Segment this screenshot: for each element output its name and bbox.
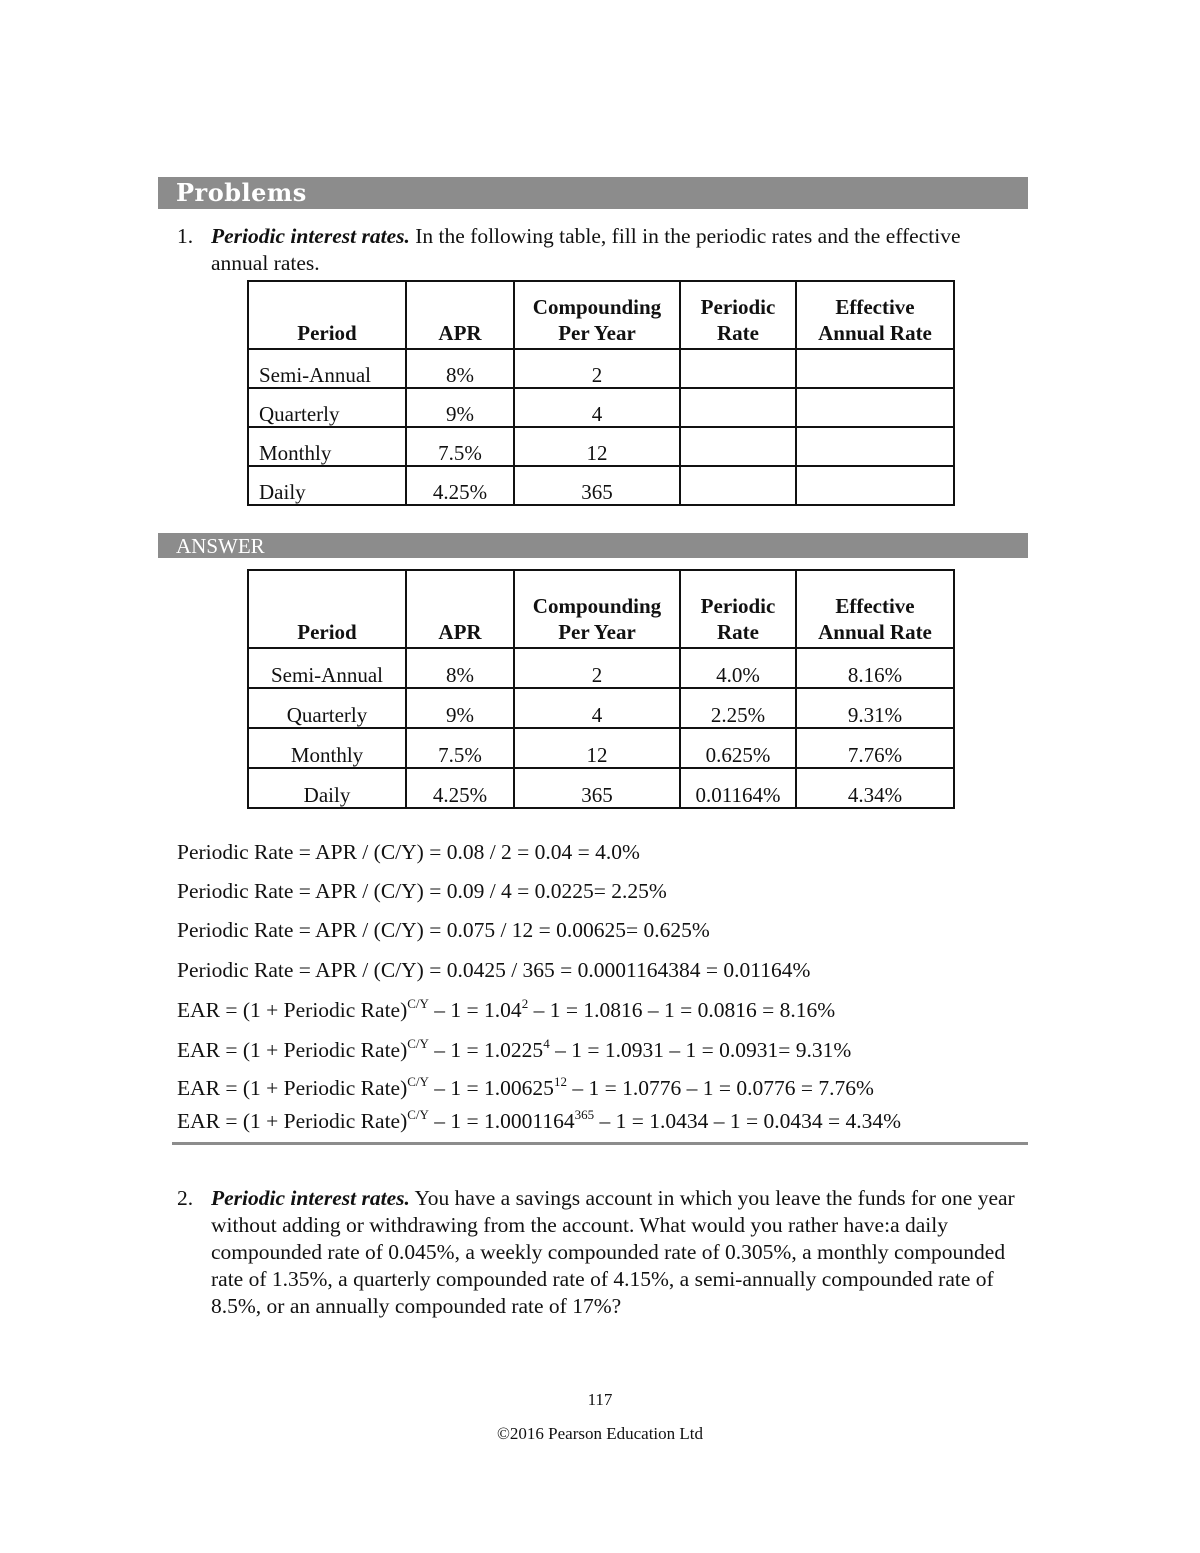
ear-formula-line: EAR = (1 + Periodic Rate)$^{C/Y}$ – $1 = 1.0001164^{365} - 1 = 1.0434 - 1 = 0.0434 = 4.34\%$: [177, 1107, 902, 1133]
cell-period: Daily: [248, 768, 406, 808]
table-header-row: [248, 570, 954, 648]
copyright-notice: ©2016 Pearson Education Ltd: [496, 1424, 704, 1443]
problems-section-bar: [158, 177, 1028, 209]
header-periodic-rate: Periodic Rate: [680, 570, 796, 648]
ear-formula-line: EAR = (1 + Periodic Rate)$^{C/Y}$ – $1 = 1.04^2 - 1 = 1.0816 - 1 = 0.0816 = 8.16\%$: [177, 996, 836, 1022]
cell-period: Semi-Annual: [248, 648, 406, 688]
section-divider: [172, 1142, 1028, 1145]
problem-1: [177, 223, 1001, 277]
cell-periodic-rate: 2.25%: [680, 688, 796, 728]
problem-2: [177, 1185, 1031, 1320]
problem-2-title: Periodic interest rates.: [211, 1186, 410, 1210]
cell-compounding: 365: [514, 768, 680, 808]
cell-compounding: 2: [514, 648, 680, 688]
cell-apr: 7.5%: [406, 427, 514, 466]
ear-formula-line: EAR = (1 + Periodic Rate)$^{C/Y}$ – $1 = 1.0225^4 - 1 = 1.0931 - 1 = 0.0931= 9.31\%$: [177, 1036, 852, 1062]
cell-periodic-rate: [680, 349, 796, 388]
cell-compounding: 365: [514, 466, 680, 505]
table-row: [248, 768, 954, 808]
cell-effective-rate: 9.31%: [796, 688, 954, 728]
header-period: Period: [248, 281, 406, 349]
question-table: [247, 280, 955, 506]
answer-heading: ANSWER: [176, 534, 265, 558]
cell-apr: 4.25%: [406, 768, 514, 808]
header-effective-rate: Effective Annual Rate: [796, 281, 954, 349]
cell-effective-rate: [796, 349, 954, 388]
cell-periodic-rate: [680, 427, 796, 466]
header-periodic-rate: Periodic Rate: [680, 281, 796, 349]
page-number: 117: [587, 1390, 613, 1409]
header-effective-rate: Effective Annual Rate: [796, 570, 954, 648]
problem-1-text: In the following table, fill in the periodic rates and the effective annual rates.: [211, 224, 961, 275]
cell-compounding: 12: [514, 427, 680, 466]
cell-effective-rate: [796, 388, 954, 427]
table-row: [248, 349, 954, 388]
section-heading: Problems: [176, 178, 307, 207]
cell-effective-rate: 7.76%: [796, 728, 954, 768]
cell-periodic-rate: 4.0%: [680, 648, 796, 688]
problem-1-title: Periodic interest rates.: [211, 224, 410, 248]
table-row: [248, 466, 954, 505]
cell-period: Quarterly: [248, 688, 406, 728]
table-row: [248, 648, 954, 688]
table-header-row: [248, 281, 954, 349]
table-row: [248, 688, 954, 728]
cell-period: Daily: [248, 466, 406, 505]
answer-section-bar: [158, 533, 1028, 558]
cell-apr: 7.5%: [406, 728, 514, 768]
cell-effective-rate: 4.34%: [796, 768, 954, 808]
cell-compounding: 2: [514, 349, 680, 388]
periodic-formula-line: Periodic Rate = APR / (C/Y) = 0.09 / 4 = 0.0225= 2.25%: [177, 879, 667, 903]
periodic-formula-line: Periodic Rate = APR / (C/Y) = 0.075 / 12 = 0.00625= 0.625%: [177, 918, 710, 942]
cell-compounding: 12: [514, 728, 680, 768]
answer-table: [247, 569, 955, 809]
table-row: [248, 388, 954, 427]
cell-apr: 9%: [406, 388, 514, 427]
cell-period: Quarterly: [248, 388, 406, 427]
cell-apr: 9%: [406, 688, 514, 728]
cell-periodic-rate: 0.625%: [680, 728, 796, 768]
cell-effective-rate: [796, 427, 954, 466]
cell-periodic-rate: [680, 388, 796, 427]
cell-effective-rate: [796, 466, 954, 505]
problem-1-number: 1.: [177, 224, 194, 248]
cell-apr: 8%: [406, 648, 514, 688]
cell-periodic-rate: 0.01164%: [680, 768, 796, 808]
table-row: [248, 427, 954, 466]
header-period: Period: [248, 570, 406, 648]
header-compounding: Compounding Per Year: [514, 570, 680, 648]
periodic-formula-line: Periodic Rate = APR / (C/Y) = 0.0425 / 365 = 0.0001164384 = 0.01164%: [177, 958, 811, 982]
header-apr: APR: [406, 570, 514, 648]
cell-period: Semi-Annual: [248, 349, 406, 388]
cell-period: Monthly: [248, 427, 406, 466]
header-compounding: Compounding Per Year: [514, 281, 680, 349]
problem-2-text: You have a savings account in which you leave the funds for one year without adding or withdrawing from the account. What would you rather have:a daily compounded rate of 0.045%, a weekly compounded rate of 0.305%, a monthly compounded rate of 1.35%, a quarterly compounded rate of 4.15%, a semi-annually compounded rate of 8.5%, or an annually compounded rate of 17%?: [211, 1186, 1015, 1318]
cell-effective-rate: 8.16%: [796, 648, 954, 688]
table-row: [248, 728, 954, 768]
cell-compounding: 4: [514, 688, 680, 728]
problem-2-number: 2.: [177, 1186, 194, 1210]
ear-formula-line: EAR = (1 + Periodic Rate)$^{C/Y}$ – $1 = 1.00625^{12} - 1 = 1.0776 - 1 = 0.0776 = 7.76\%$: [177, 1074, 874, 1100]
header-apr: APR: [406, 281, 514, 349]
cell-apr: 4.25%: [406, 466, 514, 505]
cell-periodic-rate: [680, 466, 796, 505]
cell-compounding: 4: [514, 388, 680, 427]
cell-apr: 8%: [406, 349, 514, 388]
cell-period: Monthly: [248, 728, 406, 768]
periodic-formula-line: Periodic Rate = APR / (C/Y) = 0.08 / 2 = 0.04 = 4.0%: [177, 840, 640, 864]
